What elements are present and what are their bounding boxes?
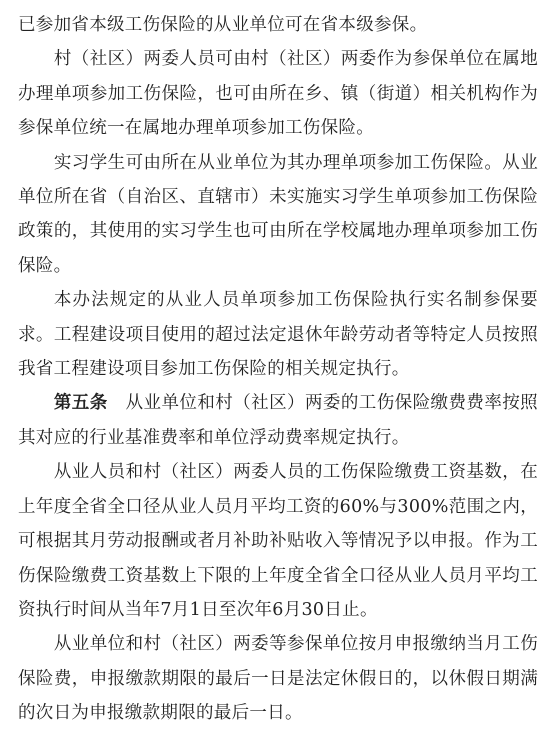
paragraph-7 [18, 627, 538, 730]
paragraph-text: 从业单位和村（社区）两委等参保单位按月申报缴纳当月工伤保险费，申报缴款期限的最后一日是法定休假日的，以休假日期满的次日为申报缴款期限的最后一日。 [18, 634, 538, 724]
article-heading: 第五条 [53, 393, 108, 414]
paragraph-4 [18, 283, 538, 386]
paragraph-text: 已参加省本级工伤保险的从业单位可在省本级参保。 [18, 15, 428, 35]
paragraph-text: 从业人员和村（社区）两委人员的工伤保险缴费工资基数，在上年度全省全口径从业人员月平均工资的60%与300%范围之内，可根据其月劳动报酬或者月补助补贴收入等情况予以申报。作为工伤保险缴费工资基数上下限的上年度全省全口径从业人员月平均工资执行时间从当年7月1日至次年6月30日止。 [18, 462, 538, 620]
article-5-paragraph [18, 386, 538, 455]
paragraph-text: 本办法规定的从业人员单项参加工伤保险执行实名制参保要求。工程建设项目使用的超过法定退休年龄劳动者等特定人员按照我省工程建设项目参加工伤保险的相关规定执行。 [18, 290, 538, 380]
paragraph-1 [18, 8, 538, 42]
paragraph-6 [18, 455, 538, 627]
paragraph-3 [18, 146, 538, 284]
paragraph-text: 实习学生可由所在从业单位为其办理单项参加工伤保险。从业单位所在省（自治区、直辖市）未实施实习学生单项参加工伤保险政策的，其使用的实习学生也可由所在学校属地办理单项参加工伤保险。 [18, 152, 538, 276]
paragraph-2 [18, 42, 538, 145]
paragraph-text: 村（社区）两委人员可由村（社区）两委作为参保单位在属地办理单项参加工伤保险，也可由所在乡、镇（街道）相关机构作为参保单位统一在属地办理单项参加工伤保险。 [18, 49, 538, 139]
paragraph-text: 从业单位和村（社区）两委的工伤保险缴费费率按照其对应的行业基准费率和单位浮动费率规定执行。 [18, 393, 538, 448]
